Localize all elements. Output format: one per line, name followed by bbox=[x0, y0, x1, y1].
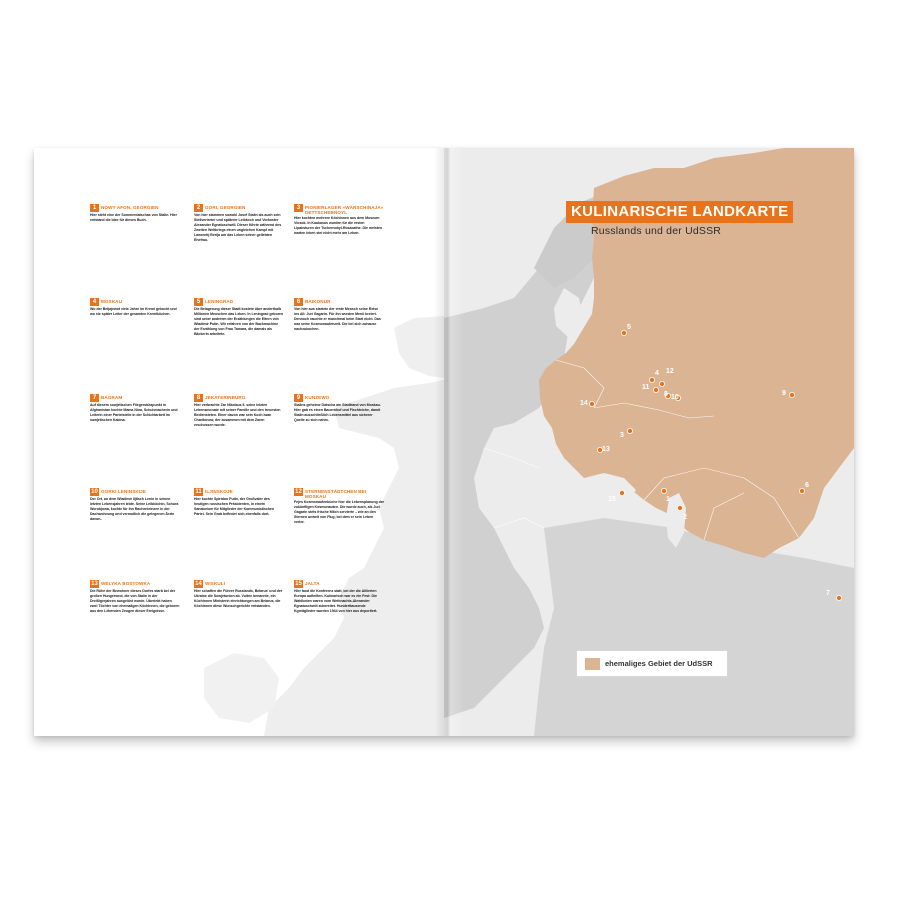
entry-number: 14 bbox=[195, 581, 202, 587]
entry-number: 13 bbox=[91, 581, 98, 587]
marker-1 bbox=[661, 488, 666, 493]
right-page bbox=[444, 148, 854, 736]
marker-2 bbox=[677, 505, 682, 510]
entry-text: Hier kochten mehrere Köchinnen aus dem Museum Vlosok. In Kaukasus wurden für die ersten Lipaksturen der Tschernobyl-Rosacathe. Die meisten warten leben stei nicht mehr am Leben. bbox=[294, 216, 383, 235]
entry-4 bbox=[90, 298, 180, 317]
entry-6 bbox=[294, 298, 384, 332]
entry-text: Auf diesem sowjetischen Fliegerstützpunkt in Afghanistan kochte Mama Nina, Schuhmacherin und Leiterin einer Parteistelle in der Schichtarbeit im sowjetischen Kabina. bbox=[90, 403, 178, 422]
entry-text: Von hier stammen sowohl Josef Stalin als auch sein Stellvertreter und späterer Leibkoch und Vorkoster Alexander Egnatoschwili. Dieser führte während des Zweiten Weltkriegs einen ungleichen Kampf mit Lawrentij Berija um das Leben seiner geliebten Ehefrau. bbox=[194, 213, 282, 242]
marker-9 bbox=[789, 392, 794, 397]
marker-label-10: 10 bbox=[671, 394, 679, 401]
entry-number: 6 bbox=[294, 298, 303, 306]
entry-title: NOWY AFON, GEORGIEN bbox=[101, 205, 159, 210]
entry-13 bbox=[90, 580, 180, 614]
entry-number: 7 bbox=[90, 394, 99, 402]
marker-3 bbox=[627, 428, 632, 433]
entry-2 bbox=[194, 204, 284, 243]
entry-3 bbox=[294, 204, 384, 236]
entry-text: Der Ort, an dem Wladimir Iljitsch Lenin in seinen letzten Lebensjahren lebte. Seine Leibköchin, Schura Worobjowa, kochte für ihn Rachenleinzen in der Dachwohnung und vermutlich die gelegenen Ärzte davon.. bbox=[90, 497, 179, 521]
entry-number: 15 bbox=[295, 581, 302, 587]
entry-11 bbox=[194, 488, 284, 517]
entry-title: GORI, GEORGIEN bbox=[205, 205, 246, 210]
entry-5 bbox=[194, 298, 284, 337]
entry-text: Hier steht eine der Sommerdatschas von Stalin. Hier entstand die Idee für dieses Buch. bbox=[90, 213, 177, 222]
marker-7 bbox=[836, 595, 841, 600]
legend-swatch bbox=[585, 658, 600, 670]
entry-title: STERNENSTÄDTCHEN BEI MOSKAU bbox=[305, 489, 367, 499]
entry-number: 5 bbox=[194, 298, 203, 306]
land-middle-east bbox=[534, 518, 854, 736]
entry-title: LENINGRAD bbox=[205, 299, 234, 304]
marker-label-15: 15 bbox=[608, 496, 616, 503]
booklet-spread bbox=[34, 148, 854, 736]
entry-title: KUNZEWO bbox=[305, 395, 330, 400]
marker-label-12: 12 bbox=[666, 368, 674, 375]
entry-title: PIONIERLAGER »WÄRSCHINAJA« DETTSCHEBNOYL bbox=[305, 205, 384, 215]
marker-label-5: 5 bbox=[627, 324, 631, 331]
entry-number: 11 bbox=[195, 489, 202, 495]
entry-title: BAIKONUR bbox=[305, 299, 331, 304]
entry-title: BAGRAM bbox=[101, 395, 123, 400]
entry-title: MOSKAU bbox=[101, 299, 123, 304]
entry-15 bbox=[294, 580, 384, 614]
left-page-land-iberia bbox=[204, 653, 279, 723]
marker-label-2: 2 bbox=[683, 514, 687, 521]
entry-text: Hier verbrachte Zar Nikolaus II. seine letzten Lebensmonate mit seiner Familie und den treuesten Bediensteten. Einer davon war sein Koch Iwan Charitonow, der zusammen mit dem Zaren erschossen wurde. bbox=[194, 403, 281, 427]
legend-label: ehemaliges Gebiet der UdSSR bbox=[605, 659, 713, 668]
entry-text: Hier schaffen die Führer Russlands, Belarus' und der Ukraine die Sowjetunion ab. Vuitne benannte, ein Küchinnen Ministerin einrichtungen am Belarus, die Köchinnen diese Wunschgerichte entstanden. bbox=[194, 589, 283, 608]
marker-14 bbox=[589, 401, 594, 406]
entry-1 bbox=[90, 204, 180, 223]
marker-12 bbox=[659, 381, 664, 386]
marker-11 bbox=[653, 387, 658, 392]
entry-text: Fejes Kosmonautenküche hier die Lebensplanung der zukünftigen Kosmonauten. Die wurde auch, als Juri Gagarin stets frische Milch servierte – wie an den Sternen unweit von Flug, bei dem er sein Leben verlor. bbox=[294, 500, 385, 524]
entry-text: Stalins geheime Datscha am Stadtrand von Moskau. Hier gab es einen Bauernhof und Fischteiche, damit Stalin ausschließlich Lebensmittel aus sicherer Quelle zu sich nahm. bbox=[294, 403, 381, 422]
marker-15 bbox=[619, 490, 624, 495]
entry-10 bbox=[90, 488, 180, 522]
marker-6 bbox=[799, 488, 804, 493]
marker-5 bbox=[621, 330, 626, 335]
marker-label-3: 3 bbox=[620, 432, 624, 439]
map-subtitle: Russlands und der UdSSR bbox=[591, 225, 722, 237]
marker-4 bbox=[649, 377, 654, 382]
entry-number: 3 bbox=[294, 204, 303, 212]
entry-text: Wo der Beljajewot viele Jahre im Kreml gekocht und wo sie später Leiter der gesamten Kremlküchen. bbox=[90, 307, 177, 316]
entry-text: Die Belagerung dieser Stadt kostete über anderthalb Millionen Menschen das Leben. In Leningrad geboren sind unter anderem der Erzählungen die Eltern von Wladimir Putin. Wir erfahren von der Backmachine der Erzählung von Frau Tamara, die damals als Bäckerin arbeitete. bbox=[194, 307, 284, 336]
marker-label-6: 6 bbox=[805, 482, 809, 489]
marker-label-7: 7 bbox=[826, 590, 830, 597]
entry-number: 1 bbox=[90, 204, 99, 212]
map-title: KULINARISCHE LANDKARTE bbox=[566, 201, 793, 223]
entry-number: 4 bbox=[90, 298, 99, 306]
entry-number: 10 bbox=[91, 489, 98, 495]
marker-label-13: 13 bbox=[602, 446, 610, 453]
left-page-land-north bbox=[394, 316, 444, 378]
entry-title: WELYKA BOSTOWKA bbox=[101, 581, 151, 586]
entry-12 bbox=[294, 488, 384, 525]
marker-label-1: 1 bbox=[666, 496, 670, 503]
entry-number: 12 bbox=[295, 489, 302, 495]
map-legend bbox=[576, 650, 728, 677]
left-page-land-europe bbox=[264, 380, 444, 736]
entry-number: 9 bbox=[294, 394, 303, 402]
marker-label-4: 4 bbox=[655, 370, 659, 377]
marker-label-9: 9 bbox=[782, 390, 786, 397]
entry-text: Hier kochte Spiridon Putin, der Großvater des heutigen russischen Präsidenten, in einem Sanatorium für Mitglieder der Kommunistischen Partei. Sein Grab befindet sich ebenfalls dort. bbox=[194, 497, 275, 516]
entry-7 bbox=[90, 394, 180, 423]
entry-9 bbox=[294, 394, 384, 423]
entry-14 bbox=[194, 580, 284, 609]
entry-text: Von hier aus startete der erste Mensch seine Reise ins All: Juri Gagarin. Für ihn wurden Menü kreiert. Dennoch rauchte er manchmal beim Start nicht. Das war seine Kosmonautenzeit. Die bei sich zuhause nachzukochen. bbox=[294, 307, 381, 331]
entry-number: 2 bbox=[194, 204, 203, 212]
marker-label-11: 11 bbox=[642, 384, 650, 391]
entry-title: WISKULI bbox=[205, 581, 226, 586]
marker-label-14: 14 bbox=[580, 400, 588, 407]
entry-number: 8 bbox=[194, 394, 203, 402]
entry-title: GORKI LENINSKIJE bbox=[101, 489, 146, 494]
marker-label-8: 8 bbox=[664, 391, 668, 398]
left-page bbox=[34, 148, 444, 736]
entry-text: Hier fand die Konferenz statt, bei der die Alliierten Europa aufteilten. Kulinarisch war es ein Fest: Die Wahlboten waren vom Weihnachts-Alexander Egnatoschwili zubereitet. Hunderttausende Kgmitglieder wurden 1944 von hier aus deportiert. bbox=[294, 589, 378, 613]
entry-8 bbox=[194, 394, 284, 428]
entry-title: JEKATERINBURG bbox=[205, 395, 246, 400]
entry-title: JALTA bbox=[305, 581, 320, 586]
entry-title: ILJINSKOJE bbox=[205, 489, 233, 494]
entry-text: Die Rühe der Bewohner dieses Dorfes starb bei der großen Hungersnot, die von Stalin in der Dreißigerjahren ausgelöst wurde. Überlebt haben zwei Töchter von ehemaligen Köchinnen, die geboren aus den Lebenden Zeugen dieser Ereignisse. bbox=[90, 589, 180, 613]
